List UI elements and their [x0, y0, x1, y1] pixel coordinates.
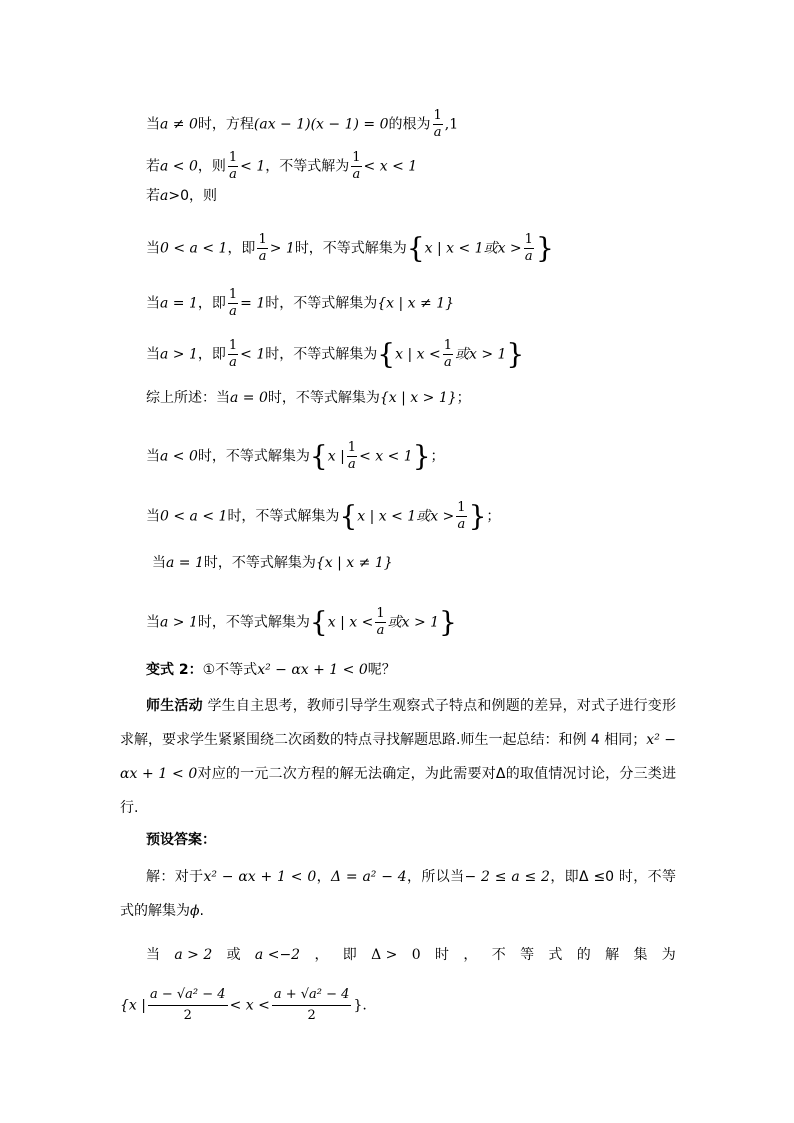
text: ，即 — [197, 295, 226, 312]
fraction: $\frac{1}{a}$ — [457, 500, 466, 532]
text: ， — [316, 869, 331, 885]
math: x | — [327, 448, 345, 465]
math: < x < 1 — [359, 448, 413, 465]
text: 的 — [576, 947, 591, 963]
text: 式 — [548, 947, 563, 963]
math: ,1 — [444, 116, 459, 133]
math: = 1 — [240, 295, 266, 312]
math: x | x < 1或x > — [357, 508, 455, 525]
fraction: $\frac{1}{a}$ — [433, 108, 442, 140]
text: 时，方程 — [197, 116, 254, 133]
math: a — [160, 188, 169, 204]
text: 时，不等式解集为 — [294, 240, 407, 257]
text: ，即 — [197, 346, 226, 363]
math: a = 1 — [166, 555, 204, 571]
fraction: $\frac{1}{a}$ — [347, 440, 357, 472]
line-11: 当a > 1时，不等式解集为{x | x < $\frac{1}{a}$ 或x > 1} — [146, 605, 457, 639]
text: 解：对于 — [146, 869, 204, 885]
text: 时，不等式解集为 — [265, 295, 378, 312]
text: 当 — [146, 116, 160, 133]
math: ϕ — [190, 903, 200, 919]
activity-label: 师生活动 — [146, 698, 203, 714]
text: 等 — [520, 947, 535, 963]
text: ； — [486, 508, 501, 525]
math: x | x < — [395, 346, 441, 363]
text: 为 — [661, 947, 676, 963]
text: 当 — [146, 448, 160, 465]
math: < x < — [229, 997, 270, 1014]
text: >0，则 — [168, 188, 217, 204]
fraction: $\frac{1}{a}$ — [443, 338, 452, 370]
text: ①不等式 — [202, 662, 258, 678]
text: 解 — [605, 947, 620, 963]
text: 综上所述：当 — [146, 390, 230, 406]
line-10 — [152, 553, 393, 573]
text: 或 — [226, 947, 241, 963]
math: a < 0 — [160, 448, 198, 465]
math: (ax − 1)(x − 1) = 0 — [253, 116, 389, 133]
math: a ≠ 0 — [160, 116, 198, 133]
preset-label: 预设答案： — [146, 832, 216, 848]
text: 时，不等式解集为 — [203, 555, 316, 571]
text: 集 — [633, 947, 648, 963]
math: Δ > — [371, 947, 398, 963]
text: 不 — [491, 947, 506, 963]
text: . — [199, 903, 204, 919]
text: 时，不等式解集为 — [265, 346, 378, 363]
line-9: 当0 < a < 1时，不等式解集为{x | x < 1或x > $\frac{1}{a}$ }； — [146, 499, 501, 533]
math: {x | x > 1} — [379, 390, 457, 406]
text: 当 — [146, 508, 160, 525]
solution-paragraph — [120, 860, 676, 928]
text: 对应的一元二次方程的解无法确定，为此需要对Δ的取值情况讨论，分三类进行. — [120, 766, 677, 816]
text: ， — [463, 947, 478, 963]
line-8: 当a < 0时，不等式解集为{x | $\frac{1}{a}$ < x < 1}； — [146, 439, 445, 473]
math: a = 1 — [160, 295, 198, 312]
fraction: $\frac{1}{a}$ — [524, 232, 533, 264]
math: 或x > 1 — [454, 346, 507, 363]
math: x² − αx + 1 < 0 — [203, 869, 317, 885]
text: ； — [456, 390, 471, 406]
math: > 1 — [269, 240, 295, 257]
text: 当 — [152, 555, 166, 571]
text: 即 — [342, 947, 357, 963]
fraction: $\frac{1}{a}$ — [352, 150, 361, 182]
line-7 — [146, 388, 471, 408]
variant-heading — [146, 660, 396, 680]
activity-paragraph — [120, 689, 676, 825]
math: a <−2 — [254, 947, 301, 963]
math: x² − αx + 1 < 0 — [120, 732, 676, 782]
fraction: $\frac{1}{a}$ — [376, 606, 385, 638]
math: < 1 — [240, 158, 266, 175]
text: 时，不等式解集为 — [197, 448, 310, 465]
text: ； — [430, 448, 445, 465]
math: − 2 ≤ a ≤ 2 — [464, 869, 550, 885]
math: a > 1 — [160, 346, 198, 363]
text: ，不等式解为 — [265, 158, 350, 175]
final-solution-set — [120, 985, 367, 1026]
math: {x | x ≠ 1} — [315, 555, 393, 571]
line-5 — [146, 287, 454, 320]
text: 的根为 — [388, 116, 431, 133]
fraction: $\frac{1}{a}$ — [228, 338, 238, 370]
line-2 — [146, 150, 417, 183]
text: 时，不等式解集为 — [227, 508, 340, 525]
text: 当 — [146, 346, 160, 363]
math: x | x < 1或x > — [424, 240, 522, 257]
text: 时 — [435, 947, 450, 963]
math: a < 0 — [160, 158, 198, 175]
text: ，所以当 — [406, 869, 465, 885]
text: ，则 — [197, 158, 226, 175]
text: 当 — [146, 240, 160, 257]
math: }. — [353, 997, 367, 1014]
text: 当 — [146, 947, 160, 963]
text: 时，不等式解集为 — [267, 390, 380, 406]
text: ，即Δ ≤0 时，不等式的解集为 — [120, 869, 676, 919]
fraction: $\frac{\text{a − √a² − 4}}{2}$ — [149, 987, 226, 1023]
math: a > 1 — [160, 614, 198, 631]
line-3 — [146, 186, 217, 206]
fraction: $\frac{\text{a + √a² − 4}}{2}$ — [273, 987, 350, 1023]
math: a = 0 — [230, 390, 268, 406]
solution-line-2 — [146, 945, 676, 965]
math: < 1 — [240, 346, 266, 363]
math: a > 2 — [174, 947, 213, 963]
math: < x < 1 — [363, 158, 418, 175]
text: 呢？ — [367, 662, 396, 678]
fraction: $\frac{1}{a}$ — [258, 232, 267, 264]
text: 若 — [146, 188, 160, 204]
fraction: $\frac{1}{a}$ — [228, 287, 238, 319]
line-6: 当a > 1，即 $\frac{1}{a}$ < 1时，不等式解集为{x | x < $\frac{1}{a}$ 或x > 1} — [146, 337, 525, 371]
text: 若 — [146, 158, 160, 175]
line-4: 当0 < a < 1，即 $\frac{1}{a}$ > 1时，不等式解集为{x | x < 1或x > $\frac{1}{a}$ } — [146, 231, 554, 265]
text: 学生自主思考，教师引导学生观察式子特点和例题的差异，对式子进行变形求解，要求学生紧紧围绕二次函数的特点寻找解题思路.师生一起总结：和例 4 相同； — [120, 698, 677, 748]
line-1 — [146, 108, 458, 141]
math: {x | — [120, 997, 146, 1014]
math: 0 < a < 1 — [160, 508, 228, 525]
math: Δ = a² − 4 — [330, 869, 407, 885]
math: {x | x ≠ 1} — [377, 295, 455, 312]
text: ，即 — [227, 240, 256, 257]
fraction: $\frac{1}{a}$ — [228, 150, 238, 182]
math: x | x < — [327, 614, 374, 631]
text: 当 — [146, 295, 160, 312]
variant-label: 变式 2： — [146, 662, 203, 678]
text: 时，不等式解集为 — [197, 614, 310, 631]
math: 或x > 1 — [387, 614, 440, 631]
preset-heading — [146, 830, 216, 850]
math: 0 < a < 1 — [160, 240, 228, 257]
text: 当 — [146, 614, 160, 631]
math: 0 — [411, 947, 421, 963]
math: x² − αx + 1 < 0 — [257, 662, 368, 678]
text: ， — [314, 947, 329, 963]
